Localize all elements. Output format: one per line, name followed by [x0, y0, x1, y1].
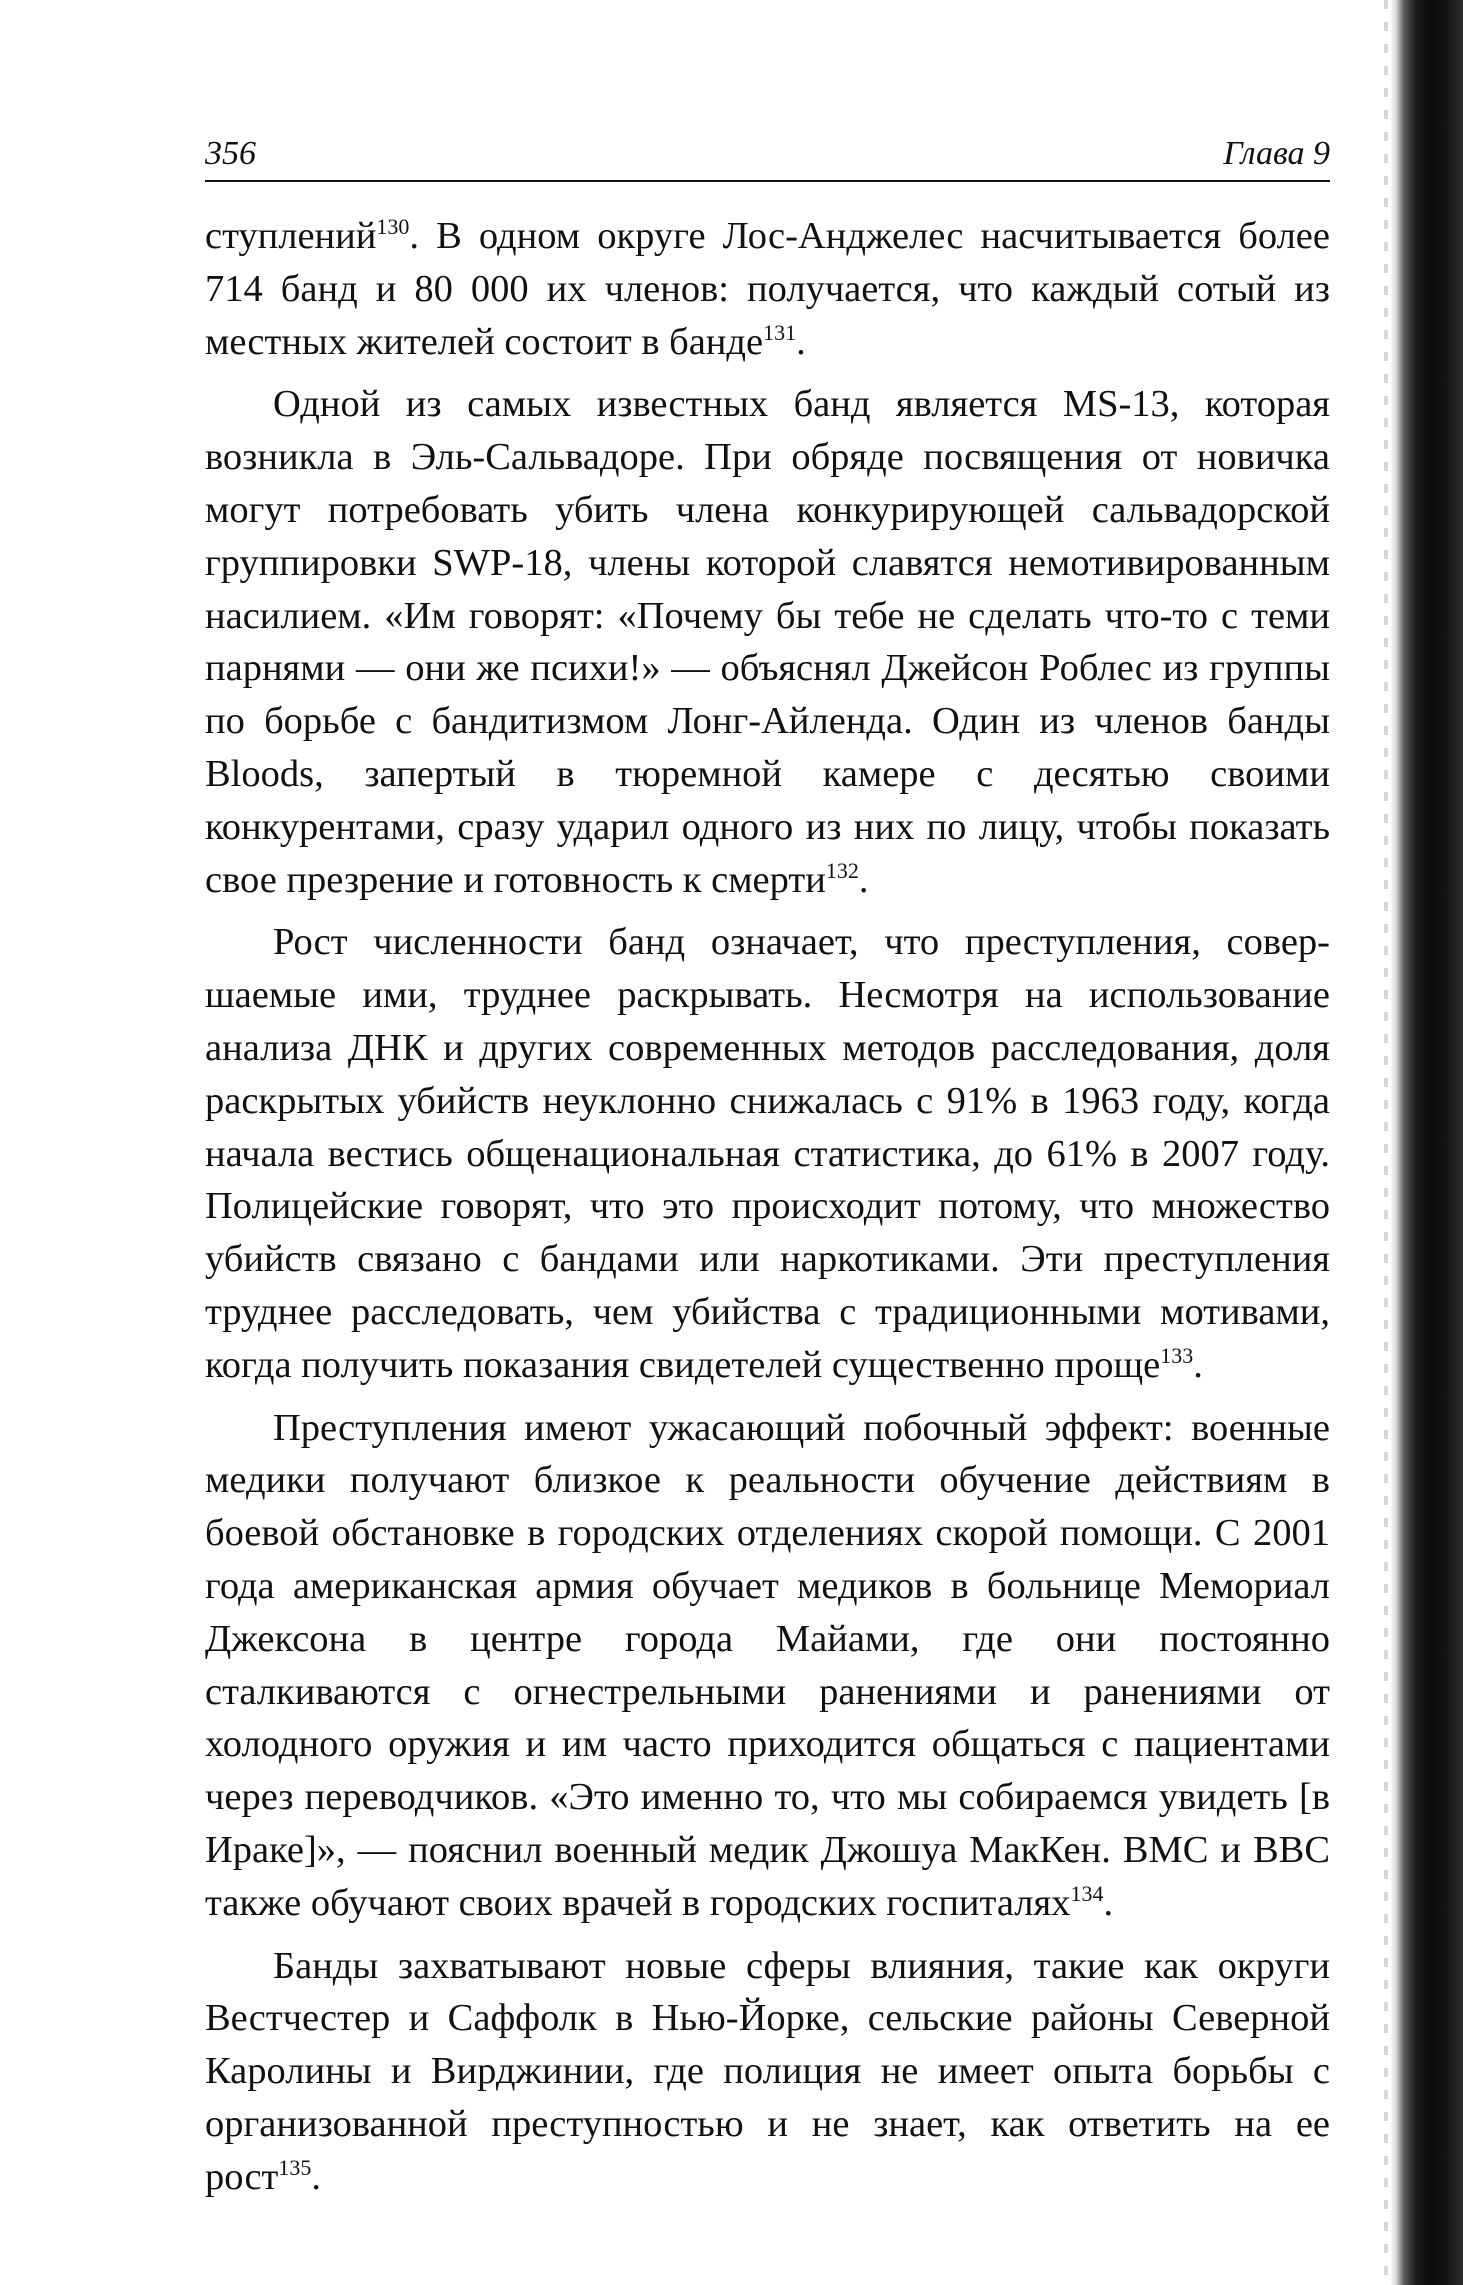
footnote-ref-134: 134 — [1070, 1880, 1104, 1906]
text-run: . В одном округе Лос-Анджелес насчитывается более 714 банд и 80 000 их членов: получается, что каждый сотый из местных жителей состоит в банде — [205, 215, 1330, 363]
paragraph — [205, 210, 1330, 368]
body-text — [205, 210, 1330, 2213]
text-run: Рост численности банд означает, что преступления, совершаемые ими, труднее раскрывать. Несмотря на использование анализа ДНК и других современных методов расследования, доля раскрытых убийств неуклонно снижалась с 91% в 1963 году, когда начала вестись общенациональная статистика, до 61% в 2007 году. Полицейские говорят, что это происходит потому, что множество убийств связано с бандами или наркотиками. Эти преступления труднее расследовать, чем убийства с традиционными мотивами, когда получить показания свидетелей существенно проще — [205, 921, 1330, 1386]
paragraph — [205, 916, 1330, 1391]
scan-shadow-edge — [1390, 0, 1463, 2285]
text-run: ступлений — [205, 215, 377, 257]
text-run: . — [311, 2155, 321, 2198]
text-run: . — [858, 858, 869, 901]
page-number: 356 — [205, 135, 256, 172]
text-run: . — [1103, 1881, 1114, 1924]
paragraph — [205, 1402, 1330, 1930]
running-head — [205, 132, 1330, 182]
paragraph — [205, 378, 1330, 906]
text-run: Преступления имеют ужасающий побочный эффект: военные медики получают близкое к реальности обучение действиям в боевой обстановке в городских отделениях скорой помощи. С 2001 года американская армия обучает медиков в больнице Мемориал Джексона в центре города Майами, где они постоянно сталкиваются с огнестрельными ранениями и ранениями от холодного оружия и им часто приходится общаться с пациентами через переводчиков. «Это именно то, что мы собираемся увидеть [в Ираке]», — пояснил военный медик Джошуа МакКен. ВМС и ВВС также обучают своих врачей в городских госпиталях — [205, 1406, 1330, 1924]
text-run: Банды захватывают новые сферы влияния, такие как округи Вестчестер и Саффолк в Нью-Йорке, сельские районы Северной Каролины и Вирджинии, где полиция не имеет опыта борьбы с организованной преступностью и не знает, как ответить на ее рост — [205, 1944, 1330, 2198]
paragraph — [205, 1940, 1330, 2204]
footnote-ref-132: 132 — [825, 857, 859, 883]
footnote-ref-133: 133 — [1160, 1342, 1194, 1368]
text-run: . — [1193, 1343, 1203, 1386]
text-run: . — [796, 320, 806, 363]
scan-edge-streak — [1384, 0, 1388, 2285]
footnote-ref-135: 135 — [278, 2154, 312, 2180]
footnote-ref-131: 131 — [763, 319, 797, 345]
chapter-label: Глава 9 — [1223, 135, 1330, 172]
text-run: Одной из самых известных банд является MS-13, которая возникла в Эль-Сальвадоре. При обряде посвящения от новичка могут потребовать убить члена конкурирующей сальвадорской группировки SWP-18, члены которой славятся немотивированным насилием. «Им говорят: «Почему бы тебе не сделать что-то с теми парнями — они же психи!» — объяснял Джейсон Роблес из группы по борьбе с бандитизмом Лонг-Айленда. Один из членов банды Bloods, запертый в тюремной камере с десятью своими конкурентами, сразу ударил одного из них по лицу, чтобы показать свое презрение и готовность к смерти — [205, 383, 1330, 901]
footnote-ref-130: 130 — [376, 214, 410, 239]
